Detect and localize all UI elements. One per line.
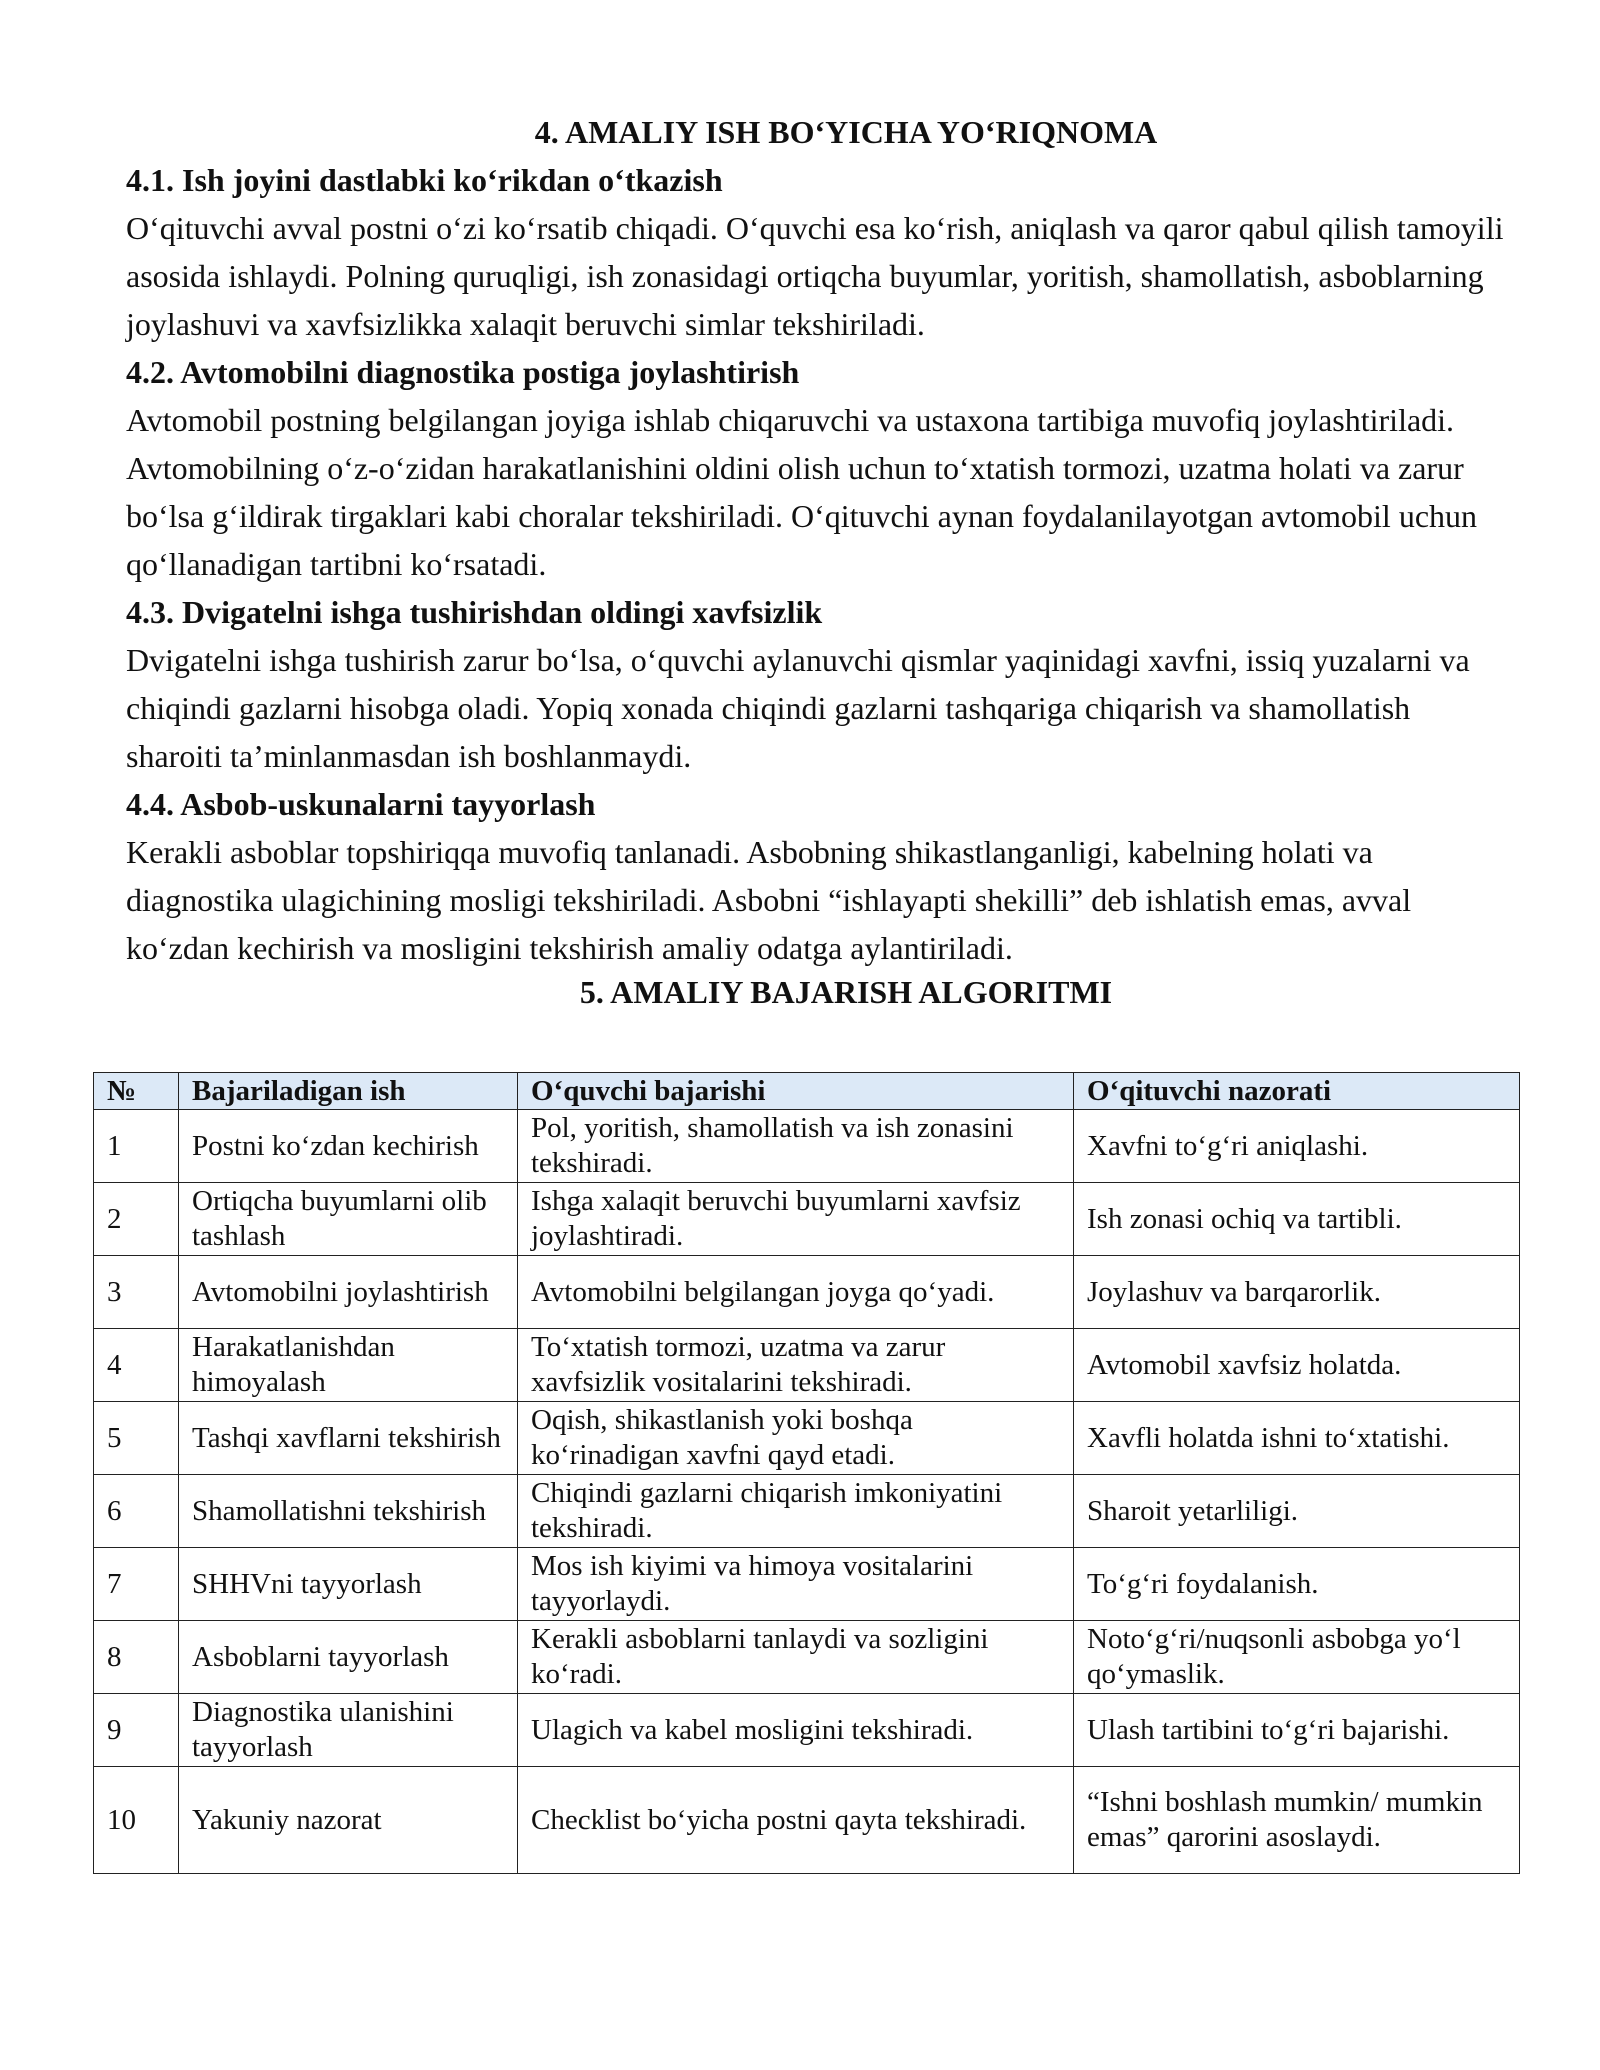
row-task: Diagnostika ulanishini tayyorlash	[179, 1694, 518, 1767]
row-student-action: Pol, yoritish, shamollatish va ish zonasini tekshiradi.	[518, 1110, 1074, 1183]
section-text-4-4: Kerakli asboblar topshiriqqa muvofiq tanlanadi. Asbobning shikastlanganligi, kabelning holati va diagnostika ulagichining mosligi tekshiriladi. Asbobni “ishlayapti shekilli” deb ishlatish emas, avval ko‘zdan kechirish va mosligini tekshirish amaliy odatga aylantiriladi.	[126, 834, 1412, 966]
table-row	[94, 1329, 1520, 1402]
row-teacher-control: Noto‘g‘ri/nuqsonli asbobga yo‘l qo‘ymaslik.	[1074, 1621, 1520, 1694]
table-row	[94, 1767, 1520, 1874]
row-teacher-control: “Ishni boshlash mumkin/ mumkin emas” qarorini asoslaydi.	[1074, 1767, 1520, 1874]
table-title: 5. AMALIY BAJARISH ALGORITMI	[579, 974, 1113, 1010]
section-text-4-1: O‘qituvchi avval postni o‘zi ko‘rsatib chiqadi. O‘quvchi esa ko‘rish, aniqlash va qaror qabul qilish tamoyili asosida ishlaydi. Polning quruqligi, ish zonasidagi ortiqcha buyumlar, yoritish, shamollatish, asboblarning joylashuvi va xavfsizlikka xalaqit beruvchi simlar tekshiriladi.	[126, 210, 1504, 342]
table-row	[94, 1621, 1520, 1694]
row-number: 1	[94, 1110, 179, 1183]
row-task: Asboblarni tayyorlash	[179, 1621, 518, 1694]
row-teacher-control: Xavfli holatda ishni to‘xtatishi.	[1074, 1402, 1520, 1475]
row-task: Yakuniy nazorat	[179, 1767, 518, 1874]
row-teacher-control: Ish zonasi ochiq va tartibli.	[1074, 1183, 1520, 1256]
row-number: 9	[94, 1694, 179, 1767]
table-row	[94, 1548, 1520, 1621]
row-teacher-control: Xavfni to‘g‘ri aniqlashi.	[1074, 1110, 1520, 1183]
row-teacher-control: Avtomobil xavfsiz holatda.	[1074, 1329, 1520, 1402]
row-number: 5	[94, 1402, 179, 1475]
row-task: Shamollatishni tekshirish	[179, 1475, 518, 1548]
table-header-row	[94, 1073, 1520, 1110]
row-student-action: Checklist bo‘yicha postni qayta tekshiradi.	[518, 1767, 1074, 1874]
row-teacher-control: To‘g‘ri foydalanish.	[1074, 1548, 1520, 1621]
row-task: Ortiqcha buyumlarni olib tashlash	[179, 1183, 518, 1256]
row-task: Avtomobilni joylashtirish	[179, 1256, 518, 1329]
row-student-action: Ulagich va kabel mosligini tekshiradi.	[518, 1694, 1074, 1767]
row-task: Harakatlanishdan himoyalash	[179, 1329, 518, 1402]
table-row	[94, 1183, 1520, 1256]
row-student-action: Mos ish kiyimi va himoya vositalarini tayyorlaydi.	[518, 1548, 1074, 1621]
row-number: 3	[94, 1256, 179, 1329]
row-number: 10	[94, 1767, 179, 1874]
section-heading-4-4: 4.4. Asbob-uskunalarni tayyorlash	[126, 786, 596, 822]
algorithm-table	[93, 1072, 1520, 1874]
row-number: 4	[94, 1329, 179, 1402]
row-task: SHHVni tayyorlash	[179, 1548, 518, 1621]
row-student-action: Kerakli asboblarni tanlaydi va sozligini ko‘radi.	[518, 1621, 1074, 1694]
section-text-4-3: Dvigatelni ishga tushirish zarur bo‘lsa, o‘quvchi aylanuvchi qismlar yaqinidagi xavfni, issiq yuzalarni va chiqindi gazlarni hisobga oladi. Yopiq xonada chiqindi gazlarni tashqariga chiqarish va shamollatish sharoiti ta’minlanmasdan ish boshlanmaydi.	[126, 642, 1470, 774]
header-teacher-control: O‘qituvchi nazorati	[1074, 1073, 1520, 1110]
section-heading-4-2: 4.2. Avtomobilni diagnostika postiga joylashtirish	[126, 354, 800, 390]
row-number: 7	[94, 1548, 179, 1621]
page-title: 4. AMALIY ISH BO‘YICHA YO‘RIQNOMA	[534, 114, 1158, 150]
row-number: 8	[94, 1621, 179, 1694]
section-text-4-2: Avtomobil postning belgilangan joyiga ishlab chiqaruvchi va ustaxona tartibiga muvofiq joylashtiriladi. Avtomobilning o‘z-o‘zidan harakatlanishini oldini olish uchun to‘xtatish tormozi, uzatma holati va zarur bo‘lsa g‘ildirak tirgaklari kabi choralar tekshiriladi. O‘qituvchi aynan foydalanilayotgan avtomobil uchun qo‘llanadigan tartibni ko‘rsatadi.	[126, 402, 1478, 582]
row-student-action: Avtomobilni belgilangan joyga qo‘yadi.	[518, 1256, 1074, 1329]
row-student-action: Ishga xalaqit beruvchi buyumlarni xavfsiz joylashtiradi.	[518, 1183, 1074, 1256]
row-number: 6	[94, 1475, 179, 1548]
section-heading-4-3: 4.3. Dvigatelni ishga tushirishdan oldingi xavfsizlik	[126, 594, 823, 630]
header-number: №	[94, 1073, 179, 1110]
header-task: Bajariladigan ish	[179, 1073, 518, 1110]
table-row	[94, 1694, 1520, 1767]
section-heading-4-1: 4.1. Ish joyini dastlabki ko‘rikdan o‘tkazish	[126, 162, 723, 198]
row-task: Postni ko‘zdan kechirish	[179, 1110, 518, 1183]
row-student-action: Chiqindi gazlarni chiqarish imkoniyatini tekshiradi.	[518, 1475, 1074, 1548]
table-row	[94, 1110, 1520, 1183]
row-task: Tashqi xavflarni tekshirish	[179, 1402, 518, 1475]
row-teacher-control: Joylashuv va barqarorlik.	[1074, 1256, 1520, 1329]
table-row	[94, 1402, 1520, 1475]
row-student-action: To‘xtatish tormozi, uzatma va zarur xavfsizlik vositalarini tekshiradi.	[518, 1329, 1074, 1402]
header-student-action: O‘quvchi bajarishi	[518, 1073, 1074, 1110]
document-body	[126, 108, 1506, 1012]
row-teacher-control: Sharoit yetarliligi.	[1074, 1475, 1520, 1548]
algorithm-table-wrapper	[93, 1072, 1519, 1874]
row-number: 2	[94, 1183, 179, 1256]
table-row	[94, 1475, 1520, 1548]
table-row	[94, 1256, 1520, 1329]
row-student-action: Oqish, shikastlanish yoki boshqa ko‘rinadigan xavfni qayd etadi.	[518, 1402, 1074, 1475]
row-teacher-control: Ulash tartibini to‘g‘ri bajarishi.	[1074, 1694, 1520, 1767]
